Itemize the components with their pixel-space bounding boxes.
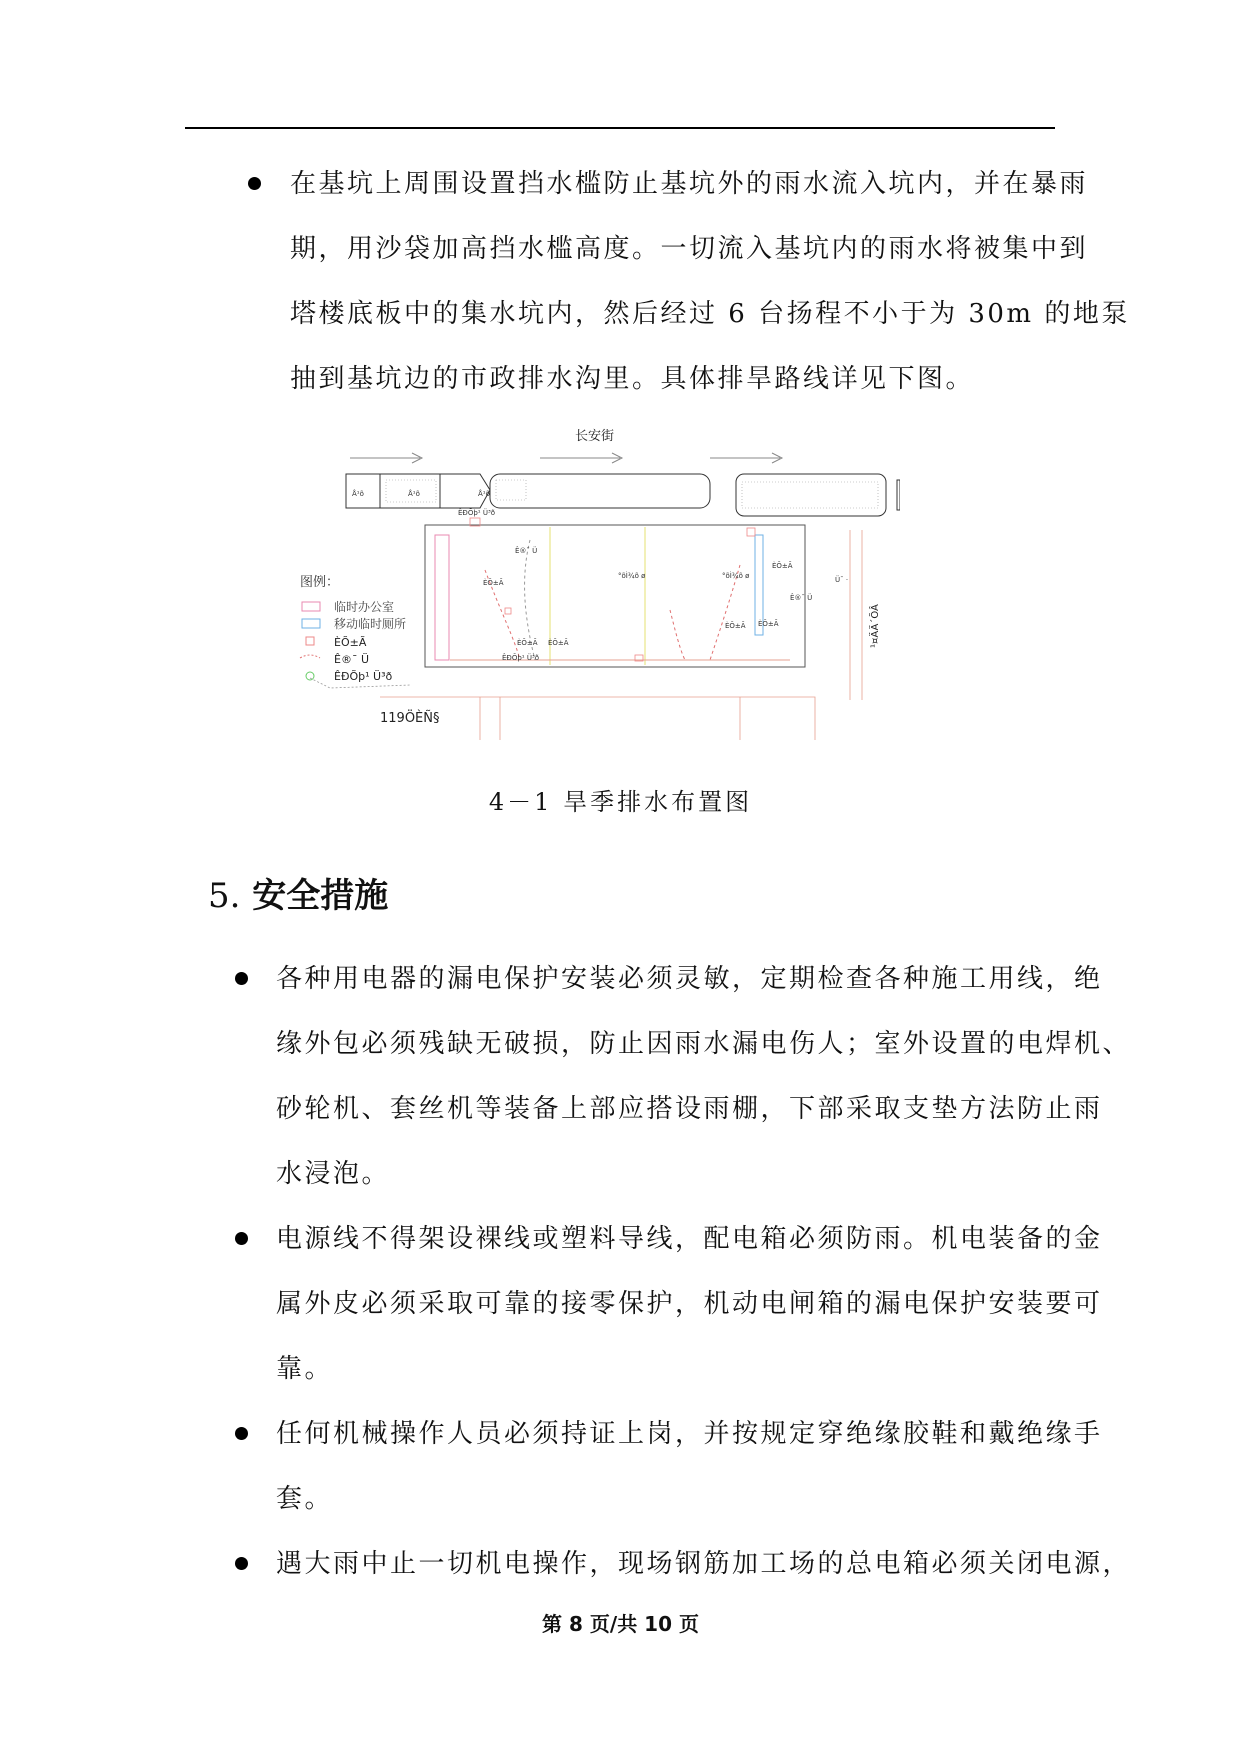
fig-small-label: ÈÕ±Ã [517, 639, 538, 647]
flow-arrow [710, 453, 782, 463]
legend-item: ÊÐÕþ¹ Ü³ð [334, 670, 393, 683]
section-title: 安全措施 [252, 876, 389, 916]
text-line: 遇大雨中止一切机电操作，现场钢筋加工场的总电箱必须关闭电源， [276, 1549, 1132, 1579]
drainage-layout-figure [290, 420, 900, 750]
text-line: 缘外包必须残缺无破损，防止因雨水漏电伤人；室外设置的电焊机、 [276, 1029, 1132, 1059]
text-line: 期，用沙袋加高挡水槛高度。一切流入基坑内的雨水将被集中到 [290, 234, 1089, 264]
text-line: 靠。 [276, 1354, 334, 1384]
text-line: 塔楼底板中的集水坑内，然后经过 6 台扬程不小于为 30m 的地泵 [290, 299, 1130, 329]
right-road-label: ¹¤ÄÄ´ÕÂ [870, 604, 881, 648]
text-line: 在基坑上周围设置挡水槛防止基坑外的雨水流入坑内，并在暴雨 [290, 169, 1089, 199]
section-number: 5. [208, 876, 241, 916]
bullet-dot [235, 1232, 248, 1245]
site-boundary [480, 697, 740, 740]
legend-title: 图例： [300, 575, 340, 590]
text-line: 抽到基坑边的市政排水沟里。具体排旱路线详见下图。 [290, 364, 975, 394]
fig-small-label: °õÌ¾õ ø [618, 572, 646, 580]
street-label: 长安街 [575, 429, 615, 444]
building-block [736, 474, 886, 516]
fig-small-label: ÈÕ±Ã [725, 622, 746, 630]
text-line: 任何机械操作人员必须持证上岗，并按规定穿绝缘胶鞋和戴绝缘手 [276, 1419, 1103, 1449]
text-line: 电源线不得架设裸线或塑料导线，配电箱必须防雨。机电装备的金 [276, 1224, 1103, 1254]
site-boundary [380, 697, 815, 740]
route-legend-swatch [300, 655, 320, 658]
safety-bullet [276, 1207, 1103, 1402]
fig-small-label: Ü¯ · [835, 576, 849, 584]
safety-bullet [276, 1402, 1103, 1532]
flow-arrow [350, 453, 422, 463]
fig-small-label: ÈÕ±Ã [483, 579, 504, 587]
flow-arrow [540, 453, 622, 463]
legend [300, 575, 406, 683]
bullet-dot [248, 177, 261, 190]
safety-bullet [276, 947, 1131, 1207]
fig-small-label: ÊÐÕþ¹ Ü³ð [502, 654, 540, 662]
legend-item: ÈÕ±Ã [334, 636, 367, 649]
paragraph-drainage [290, 152, 1130, 412]
fig-small-label: ÊÐÕþ¹ Ü³ð [458, 509, 496, 517]
bullet-dot [235, 1427, 248, 1440]
text-line: 套。 [276, 1484, 334, 1514]
bullet-dot [235, 972, 248, 985]
page-footer: 第 8 页/共 10 页 [542, 1612, 699, 1636]
legend-item: 临时办公室 [334, 600, 395, 614]
drainage-route [670, 610, 685, 660]
pump-legend-swatch [306, 637, 314, 645]
figure-caption: 4－1 旱季排水布置图 [488, 788, 753, 816]
fig-small-label: Ê®¯ Ü [790, 594, 813, 602]
bullet-dot [235, 1557, 248, 1570]
fig-small-label: Ê®¯ Ü [515, 547, 538, 555]
text-line: 砂轮机、套丝机等装备上部应搭设雨棚，下部采取支垫方法防止雨 [276, 1094, 1103, 1124]
fig-small-label: °õÌ¾õ ø [722, 572, 750, 580]
fig-small-label: ÈÕ±Ã [772, 562, 793, 570]
office-legend-swatch [302, 602, 320, 611]
header-rule [185, 127, 1055, 129]
site-plan-drawing [290, 420, 900, 750]
legend-item: Ê®¯ Ü [334, 653, 369, 666]
toilet-legend-swatch [302, 619, 320, 628]
fig-small-label: Å¹õ [408, 490, 420, 498]
text-line: 属外皮必须采取可靠的接零保护，机动电闸箱的漏电保护安装要可 [276, 1289, 1103, 1319]
fig-small-label: Å¹õ [478, 490, 490, 498]
safety-bullet [276, 1532, 1131, 1597]
fig-small-label: Å¹õ [352, 490, 364, 498]
bottom-left-label: 119ÖÈÑ§ [380, 711, 440, 726]
fig-small-label: ÈÕ±Ã [548, 639, 569, 647]
building-block [490, 474, 710, 508]
building-edge [897, 480, 900, 510]
temp-office-strip [435, 535, 449, 660]
section-heading [208, 868, 388, 917]
foundation-pit [425, 525, 805, 667]
sewer-legend-swatch [306, 672, 314, 680]
text-line: 水浸泡。 [276, 1159, 391, 1189]
text-line: 各种用电器的漏电保护安装必须灵敏，定期检查各种施工用线，绝 [276, 964, 1103, 994]
fig-small-label: ÈÕ±Ã [758, 620, 779, 628]
legend-item: 移动临时厕所 [334, 617, 407, 631]
